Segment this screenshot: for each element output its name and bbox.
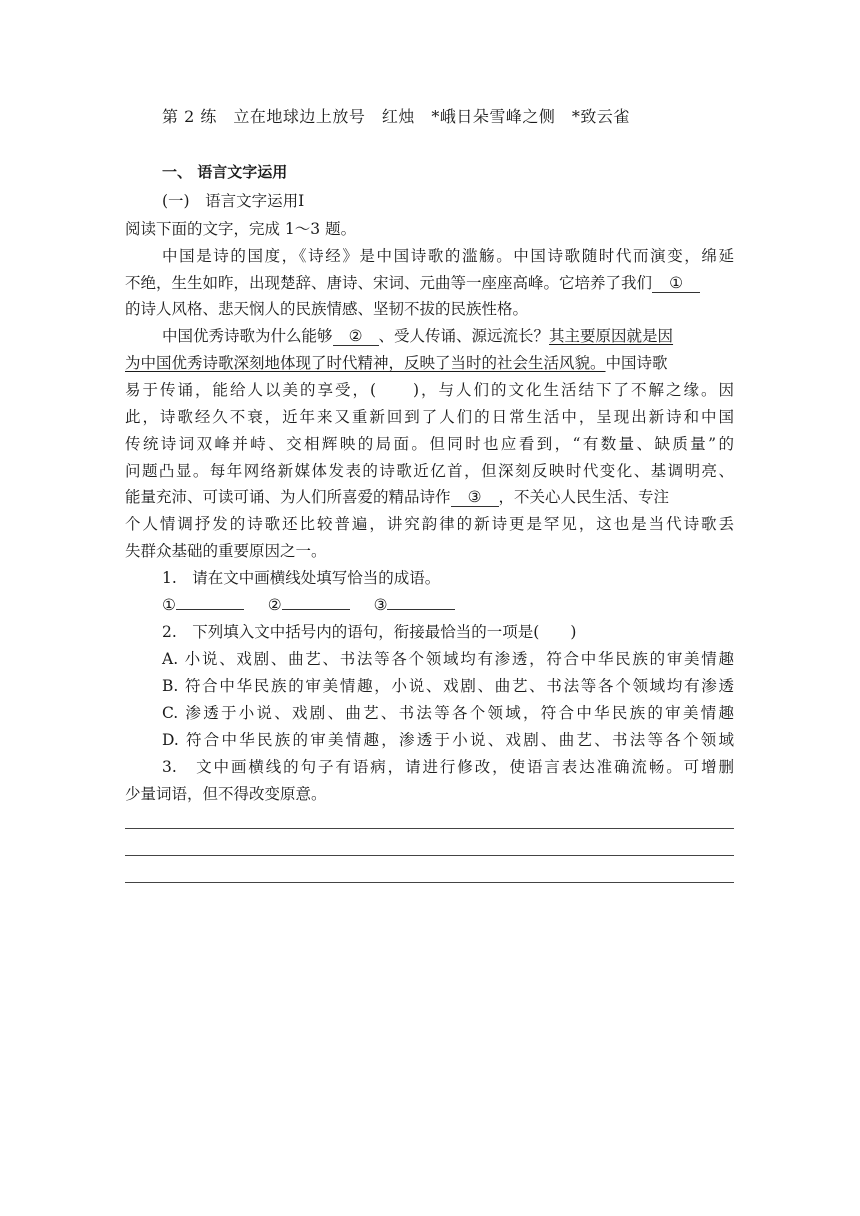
answer-label: ③ (373, 596, 388, 614)
section-heading: 一、 语言文字运用 (162, 163, 288, 181)
underlined-sentence: 其主要原因就是因 (549, 327, 674, 345)
question-3-cont: 少量词语，但不得改变原意。 (125, 785, 327, 803)
passage-text: 中国诗歌 (605, 354, 668, 372)
fill-blank-2[interactable]: ② (333, 328, 379, 346)
page-title: 第 2 练 立在地球边上放号 红烛 *峨日朵雪峰之侧 *致云雀 (162, 107, 630, 126)
fill-blank-3[interactable]: ③ (451, 489, 499, 507)
option-b[interactable]: B. 符合中华民族的审美情趣，小说、戏剧、曲艺、书法等各个领域均有渗透 (162, 677, 734, 695)
passage-line (125, 353, 668, 373)
passage-line (125, 273, 734, 293)
answer-blank-3[interactable] (387, 609, 455, 610)
passage-line: 此，诗歌经久不衰，近年来又重新回到了人们的日常生活中，呈现出新诗和中国 (125, 408, 734, 426)
fill-blank-1[interactable]: ① (652, 275, 700, 293)
option-a[interactable]: A. 小说、戏剧、曲艺、书法等各个领域均有渗透，符合中华民族的审美情趣 (162, 650, 734, 668)
instruction: 阅读下面的文字，完成 1～3 题。 (125, 220, 357, 238)
answer-blank-1[interactable] (176, 609, 244, 610)
passage-text: 中国优秀诗歌为什么能够 (162, 327, 333, 345)
passage-line: 个人情调抒发的诗歌还比较普遍，讲究韵律的新诗更是罕见，这也是当代诗歌丢 (125, 515, 734, 533)
answer-line-3[interactable] (125, 882, 734, 883)
option-d[interactable]: D. 符合中华民族的审美情趣，渗透于小说、戏剧、曲艺、书法等各个领域 (162, 731, 734, 749)
passage-line: 传统诗词双峰并峙、交相辉映的局面。但同时也应看到，“有数量、缺质量”的 (125, 435, 734, 453)
sub-heading: (一) 语言文字运用Ⅰ (162, 192, 305, 210)
passage-text: ，不关心人民生活、专注 (498, 488, 670, 506)
passage-line: 中国是诗的国度，《诗经》是中国诗歌的滥觞。中国诗歌随时代而演变，绵延 (162, 247, 734, 265)
passage-text: 、受人传诵、源远流长？ (378, 327, 550, 345)
answer-label: ② (267, 596, 282, 614)
question-3: 3. 文中画横线的句子有语病，请进行修改，使语言表达准确流畅。可增删 (162, 758, 734, 776)
passage-line: 易于传诵，能给人以美的享受，( )，与人们的文化生活结下了不解之缘。因 (125, 381, 734, 399)
passage-text: 不绝，生生如昨，出现楚辞、唐诗、宋词、元曲等一座座高峰。它培养了我们 (125, 274, 653, 292)
answer-blank-2[interactable] (282, 609, 350, 610)
passage-line (125, 487, 669, 507)
passage-line (162, 326, 734, 346)
answer-label: ① (162, 596, 176, 614)
question-1: 1. 请在文中画横线处填写恰当的成语。 (162, 569, 441, 587)
answer-blanks (162, 595, 455, 615)
answer-line-1[interactable] (125, 828, 734, 829)
passage-line: 问题凸显。每年网络新媒体发表的诗歌近亿首，但深刻反映时代变化、基调明亮、 (125, 462, 734, 480)
passage-line: 失群众基础的重要原因之一。 (125, 542, 327, 560)
passage-line: 的诗人风格、悲天悯人的民族情感、坚韧不拔的民族性格。 (125, 300, 529, 318)
option-c[interactable]: C. 渗透于小说、戏剧、曲艺、书法等各个领域，符合中华民族的审美情趣 (162, 704, 734, 722)
passage-text: 能量充沛、可读可诵、为人们所喜爱的精品诗作 (125, 488, 451, 506)
question-2: 2. 下列填入文中括号内的语句，衔接最恰当的一项是( ) (162, 623, 577, 641)
underlined-sentence: 为中国优秀诗歌深刻地体现了时代精神，反映了当时的社会生活风貌。 (125, 354, 606, 372)
answer-line-2[interactable] (125, 855, 734, 856)
